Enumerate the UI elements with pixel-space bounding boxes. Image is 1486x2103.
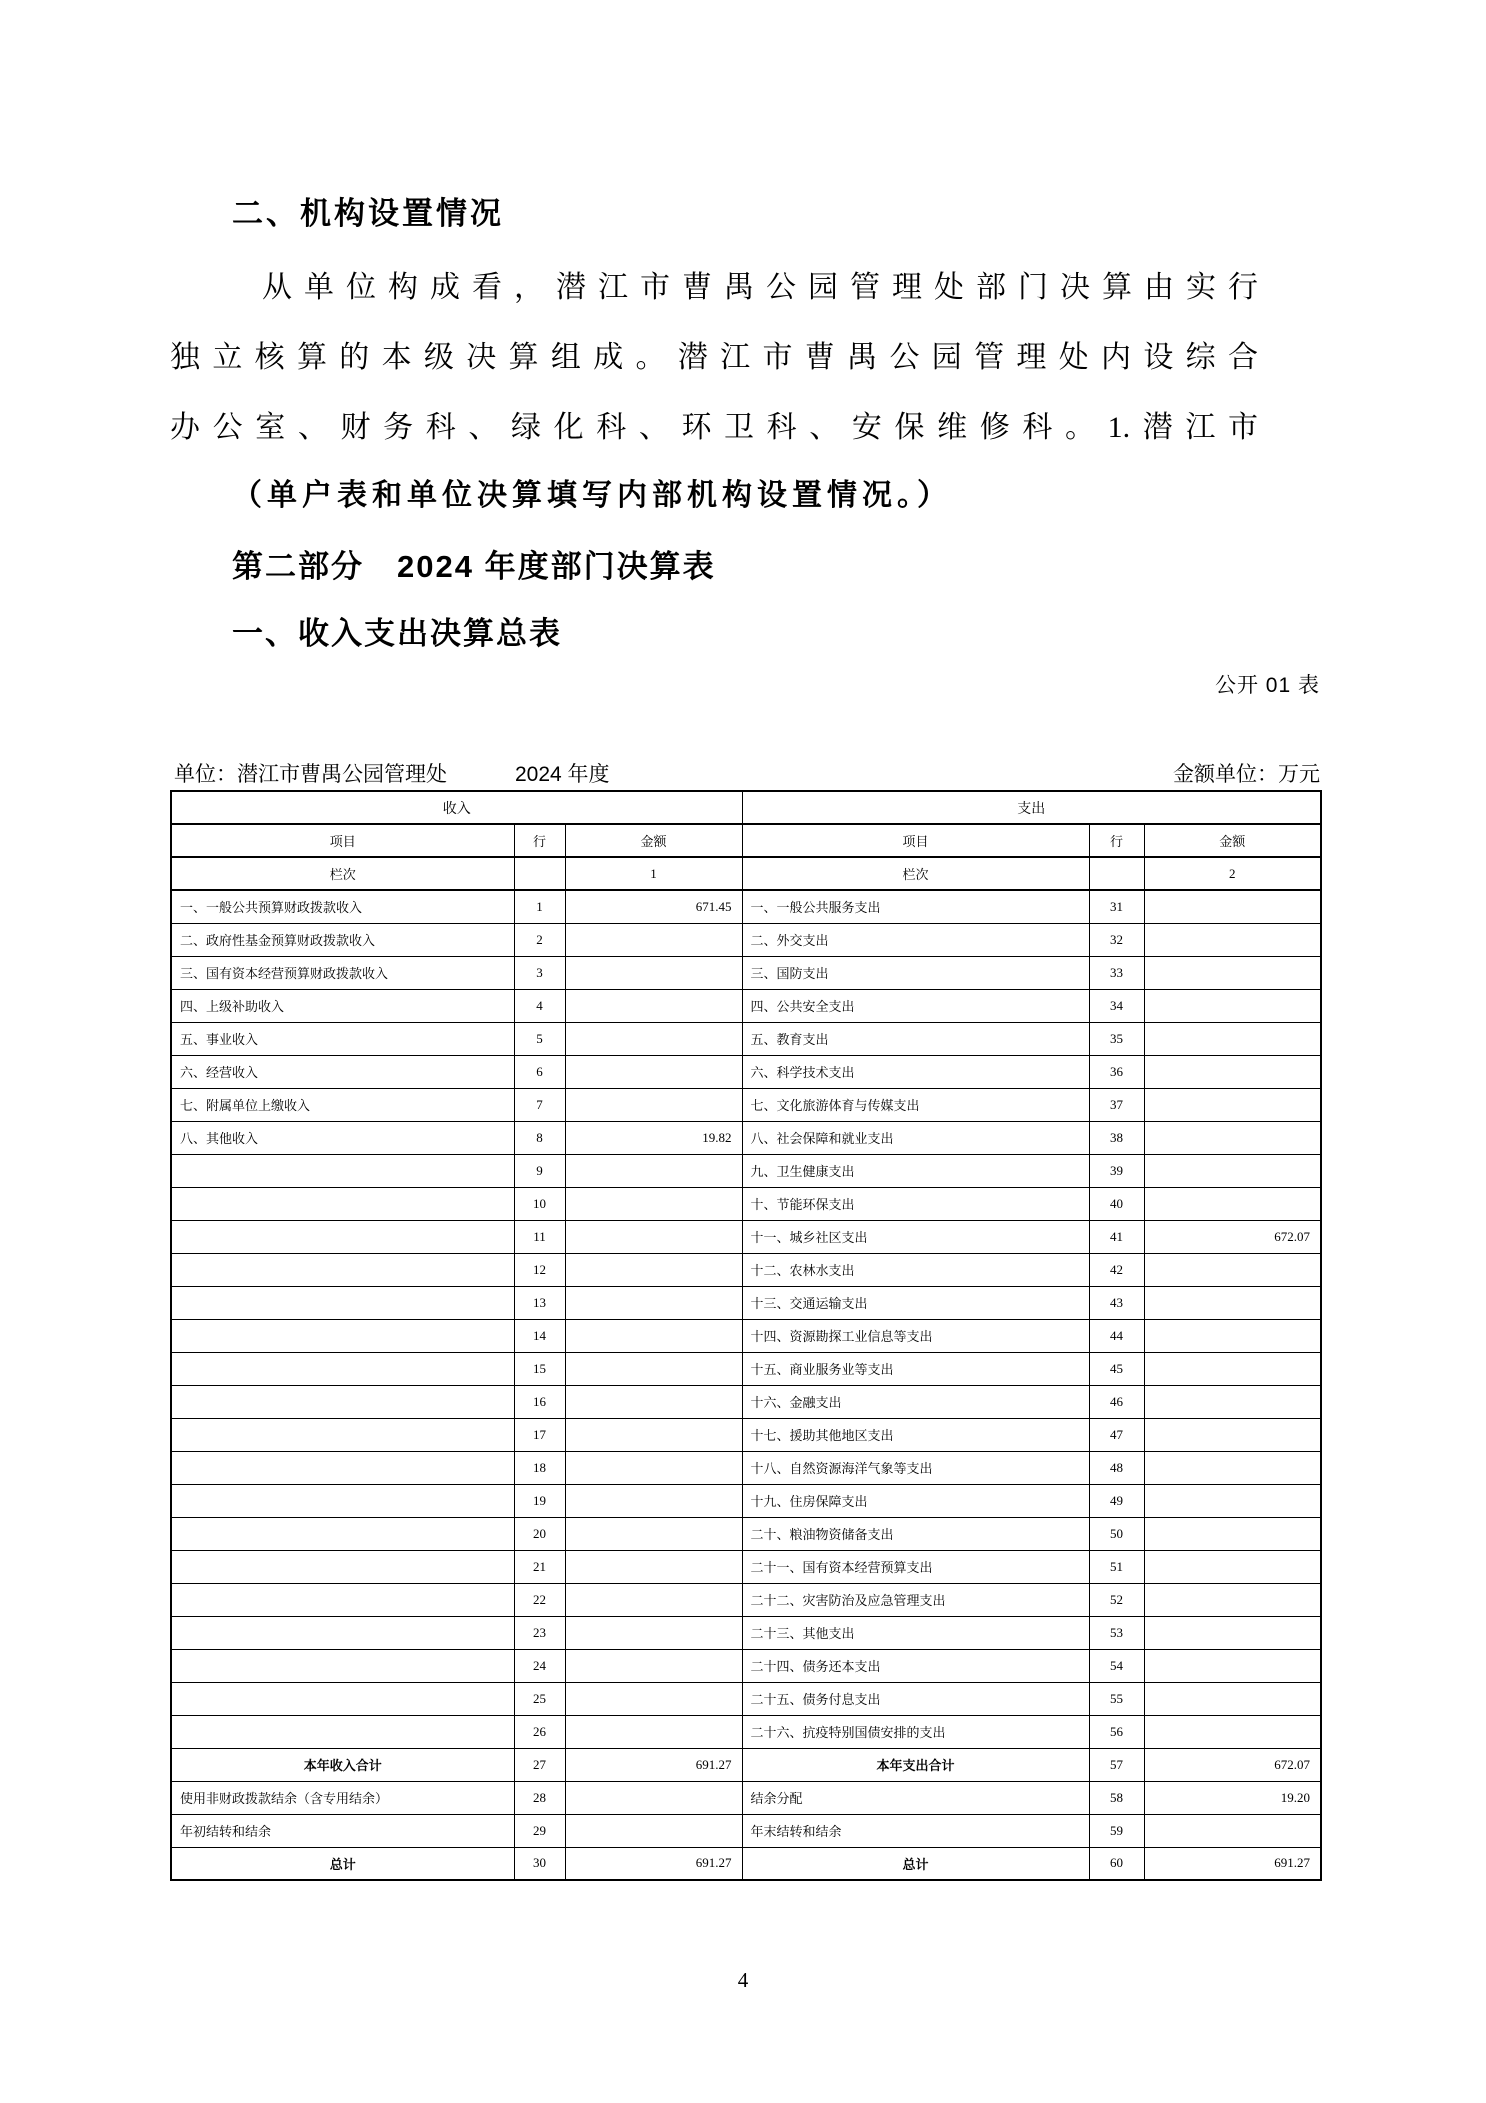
income-amount-cell	[565, 1451, 742, 1484]
expense-amount-cell	[1144, 989, 1321, 1022]
table-row	[171, 1121, 1321, 1154]
income-item-cell	[171, 1286, 514, 1319]
expense-item-cell: 十九、住房保障支出	[742, 1484, 1089, 1517]
income-rowno-cell: 20	[514, 1517, 565, 1550]
income-amount-cell	[565, 1319, 742, 1352]
expense-item-cell: 十六、金融支出	[742, 1385, 1089, 1418]
expense-item-cell: 二十五、债务付息支出	[742, 1682, 1089, 1715]
expense-group-header: 支出	[742, 791, 1321, 824]
expense-rowno-cell: 44	[1089, 1319, 1144, 1352]
income-amount-cell	[565, 1418, 742, 1451]
income-item-cell: 四、上级补助收入	[171, 989, 514, 1022]
expense-rowno-cell: 48	[1089, 1451, 1144, 1484]
income-amount-header: 金额	[565, 824, 742, 857]
expense-rowno-cell: 46	[1089, 1385, 1144, 1418]
income-rowno-cell: 13	[514, 1286, 565, 1319]
income-amount-cell	[565, 1385, 742, 1418]
expense-item-cell: 十三、交通运输支出	[742, 1286, 1089, 1319]
income-item-cell	[171, 1319, 514, 1352]
income-amount-cell	[565, 1715, 742, 1748]
income-rowno-cell: 15	[514, 1352, 565, 1385]
expense-amount-cell	[1144, 956, 1321, 989]
table-row	[171, 1418, 1321, 1451]
expense-amount-cell: 672.07	[1144, 1748, 1321, 1781]
income-rowno-cell: 29	[514, 1814, 565, 1847]
table-row	[171, 923, 1321, 956]
income-item-header: 项目	[171, 824, 514, 857]
income-rowno-cell: 25	[514, 1682, 565, 1715]
expense-amount-cell	[1144, 1814, 1321, 1847]
expense-item-cell: 十、节能环保支出	[742, 1187, 1089, 1220]
expense-item-cell: 十四、资源勘探工业信息等支出	[742, 1319, 1089, 1352]
expense-amount-cell	[1144, 1352, 1321, 1385]
expense-rowno-cell: 34	[1089, 989, 1144, 1022]
income-amount-cell	[565, 1352, 742, 1385]
expense-rowno-cell: 33	[1089, 956, 1144, 989]
income-amount-cell	[565, 956, 742, 989]
expense-rowno-cell: 57	[1089, 1748, 1144, 1781]
table-row	[171, 1187, 1321, 1220]
income-amount-cell	[565, 1154, 742, 1187]
expense-amount-cell	[1144, 1715, 1321, 1748]
income-rowno-cell: 9	[514, 1154, 565, 1187]
table-row	[171, 1517, 1321, 1550]
expense-item-cell: 十七、援助其他地区支出	[742, 1418, 1089, 1451]
expense-lane-blank	[1089, 857, 1144, 890]
income-amount-cell	[565, 1187, 742, 1220]
expense-amount-cell: 691.27	[1144, 1847, 1321, 1880]
income-item-cell: 五、事业收入	[171, 1022, 514, 1055]
expense-rowno-cell: 58	[1089, 1781, 1144, 1814]
income-item-cell: 使用非财政拨款结余（含专用结余）	[171, 1781, 514, 1814]
income-item-cell: 一、一般公共预算财政拨款收入	[171, 890, 514, 923]
income-item-cell: 三、国有资本经营预算财政拨款收入	[171, 956, 514, 989]
unit-label: 单位：潜江市曹禺公园管理处	[174, 763, 447, 786]
expense-rowno-cell: 59	[1089, 1814, 1144, 1847]
expense-amount-cell	[1144, 923, 1321, 956]
expense-rowno-cell: 45	[1089, 1352, 1144, 1385]
table-meta-row	[170, 760, 1320, 790]
expense-item-cell: 二十一、国有资本经营预算支出	[742, 1550, 1089, 1583]
expense-amount-cell	[1144, 1616, 1321, 1649]
expense-item-cell: 九、卫生健康支出	[742, 1154, 1089, 1187]
income-rowno-cell: 22	[514, 1583, 565, 1616]
income-rowno-header: 行	[514, 824, 565, 857]
expense-amount-cell	[1144, 1154, 1321, 1187]
income-rowno-cell: 17	[514, 1418, 565, 1451]
income-item-cell	[171, 1682, 514, 1715]
income-item-cell: 年初结转和结余	[171, 1814, 514, 1847]
expense-rowno-cell: 41	[1089, 1220, 1144, 1253]
income-item-cell	[171, 1418, 514, 1451]
expense-item-cell: 六、科学技术支出	[742, 1055, 1089, 1088]
income-rowno-cell: 5	[514, 1022, 565, 1055]
expense-amount-cell	[1144, 1418, 1321, 1451]
expense-item-cell: 五、教育支出	[742, 1022, 1089, 1055]
expense-amount-cell	[1144, 1319, 1321, 1352]
expense-item-cell: 十一、城乡社区支出	[742, 1220, 1089, 1253]
table-row	[171, 1253, 1321, 1286]
paragraph-line: 办公室、财务科、绿化科、环卫科、安保维修科。1.潜江市	[170, 411, 1258, 444]
expense-item-cell: 二十四、债务还本支出	[742, 1649, 1089, 1682]
expense-item-cell: 二十六、抗疫特别国债安排的支出	[742, 1715, 1089, 1748]
income-item-cell	[171, 1583, 514, 1616]
table-row	[171, 1055, 1321, 1088]
table-row	[171, 1550, 1321, 1583]
expense-item-cell: 二十、粮油物资储备支出	[742, 1517, 1089, 1550]
income-item-cell	[171, 1484, 514, 1517]
note-line: （单户表和单位决算填写内部机构设置情况。）	[232, 479, 952, 512]
income-amount-cell	[565, 1220, 742, 1253]
income-amount-cell	[565, 1781, 742, 1814]
income-rowno-cell: 27	[514, 1748, 565, 1781]
expense-amount-cell	[1144, 1121, 1321, 1154]
income-amount-cell	[565, 1484, 742, 1517]
income-rowno-cell: 8	[514, 1121, 565, 1154]
expense-rowno-cell: 35	[1089, 1022, 1144, 1055]
expense-rowno-cell: 52	[1089, 1583, 1144, 1616]
table-row	[171, 1022, 1321, 1055]
income-item-cell: 本年收入合计	[171, 1748, 514, 1781]
expense-rowno-cell: 31	[1089, 890, 1144, 923]
expense-item-cell: 十八、自然资源海洋气象等支出	[742, 1451, 1089, 1484]
expense-amount-cell	[1144, 1517, 1321, 1550]
income-rowno-cell: 7	[514, 1088, 565, 1121]
expense-rowno-cell: 42	[1089, 1253, 1144, 1286]
table-row	[171, 1682, 1321, 1715]
expense-rowno-cell: 53	[1089, 1616, 1144, 1649]
table-row	[171, 1649, 1321, 1682]
income-rowno-cell: 10	[514, 1187, 565, 1220]
expense-rowno-cell: 32	[1089, 923, 1144, 956]
expense-item-cell: 十二、农林水支出	[742, 1253, 1089, 1286]
table-row	[171, 1088, 1321, 1121]
expense-item-cell: 总计	[742, 1847, 1089, 1880]
income-amount-cell: 691.27	[565, 1847, 742, 1880]
expense-amount-cell	[1144, 1055, 1321, 1088]
table-row	[171, 1484, 1321, 1517]
table-row	[171, 1847, 1321, 1880]
income-item-cell	[171, 1385, 514, 1418]
table-row	[171, 989, 1321, 1022]
income-item-cell: 八、其他收入	[171, 1121, 514, 1154]
income-item-cell	[171, 1715, 514, 1748]
income-item-cell	[171, 1154, 514, 1187]
income-rowno-cell: 12	[514, 1253, 565, 1286]
expense-amount-header: 金额	[1144, 824, 1321, 857]
income-amount-cell	[565, 1286, 742, 1319]
table-row	[171, 1583, 1321, 1616]
expense-amount-cell	[1144, 1187, 1321, 1220]
income-rowno-cell: 14	[514, 1319, 565, 1352]
expense-rowno-cell: 37	[1089, 1088, 1144, 1121]
income-item-cell: 二、政府性基金预算财政拨款收入	[171, 923, 514, 956]
expense-rowno-cell: 51	[1089, 1550, 1144, 1583]
income-item-cell	[171, 1616, 514, 1649]
income-item-cell	[171, 1253, 514, 1286]
expense-rowno-cell: 56	[1089, 1715, 1144, 1748]
income-item-cell: 七、附属单位上缴收入	[171, 1088, 514, 1121]
income-rowno-cell: 26	[514, 1715, 565, 1748]
expense-item-cell: 八、社会保障和就业支出	[742, 1121, 1089, 1154]
income-amount-cell	[565, 1055, 742, 1088]
expense-rowno-cell: 43	[1089, 1286, 1144, 1319]
income-rowno-cell: 30	[514, 1847, 565, 1880]
table-row	[171, 1451, 1321, 1484]
table-row	[171, 1154, 1321, 1187]
income-item-cell	[171, 1220, 514, 1253]
table-row	[171, 1319, 1321, 1352]
table-row	[171, 1385, 1321, 1418]
income-rowno-cell: 24	[514, 1649, 565, 1682]
expense-rowno-cell: 54	[1089, 1649, 1144, 1682]
income-amount-cell: 19.82	[565, 1121, 742, 1154]
expense-lane-index: 2	[1144, 857, 1321, 890]
income-rowno-cell: 3	[514, 956, 565, 989]
income-amount-cell	[565, 1517, 742, 1550]
income-rowno-cell: 18	[514, 1451, 565, 1484]
income-rowno-cell: 6	[514, 1055, 565, 1088]
income-item-cell: 六、经营收入	[171, 1055, 514, 1088]
table-row	[171, 890, 1321, 923]
expense-item-header: 项目	[742, 824, 1089, 857]
expense-amount-cell	[1144, 1286, 1321, 1319]
income-lane-index: 1	[565, 857, 742, 890]
income-rowno-cell: 4	[514, 989, 565, 1022]
expense-rowno-cell: 39	[1089, 1154, 1144, 1187]
income-rowno-cell: 28	[514, 1781, 565, 1814]
income-amount-cell	[565, 1682, 742, 1715]
expense-item-cell: 四、公共安全支出	[742, 989, 1089, 1022]
amount-unit-label: 金额单位：万元	[1173, 763, 1320, 786]
income-lane-label: 栏次	[171, 857, 514, 890]
table-body	[171, 890, 1321, 1880]
expense-amount-cell	[1144, 1583, 1321, 1616]
expense-amount-cell	[1144, 1649, 1321, 1682]
table-row	[171, 1814, 1321, 1847]
body-paragraph	[170, 253, 1258, 463]
lane-index-row	[171, 857, 1321, 890]
expense-rowno-cell: 49	[1089, 1484, 1144, 1517]
income-rowno-cell: 21	[514, 1550, 565, 1583]
expense-rowno-cell: 55	[1089, 1682, 1144, 1715]
table-row	[171, 1286, 1321, 1319]
income-amount-cell: 671.45	[565, 890, 742, 923]
income-item-cell	[171, 1649, 514, 1682]
period-label: 2024 年度	[515, 763, 610, 786]
expense-item-cell: 二十三、其他支出	[742, 1616, 1089, 1649]
income-item-cell: 总计	[171, 1847, 514, 1880]
income-amount-cell	[565, 1814, 742, 1847]
expense-item-cell: 二、外交支出	[742, 923, 1089, 956]
income-rowno-cell: 23	[514, 1616, 565, 1649]
expense-item-cell: 一、一般公共服务支出	[742, 890, 1089, 923]
paragraph-line: 独立核算的本级决算组成。潜江市曹禺公园管理处内设综合	[170, 341, 1258, 374]
expense-item-cell: 七、文化旅游体育与传媒支出	[742, 1088, 1089, 1121]
expense-amount-cell: 672.07	[1144, 1220, 1321, 1253]
expense-rowno-cell: 40	[1089, 1187, 1144, 1220]
table-row	[171, 956, 1321, 989]
income-expense-table	[170, 790, 1322, 1881]
expense-item-cell: 年末结转和结余	[742, 1814, 1089, 1847]
expense-item-cell: 结余分配	[742, 1781, 1089, 1814]
table-row	[171, 1781, 1321, 1814]
column-header-row	[171, 824, 1321, 857]
expense-amount-cell	[1144, 1385, 1321, 1418]
expense-lane-label: 栏次	[742, 857, 1089, 890]
part-heading: 第二部分 2024 年度部门决算表	[232, 549, 716, 584]
table-row	[171, 1220, 1321, 1253]
income-amount-cell	[565, 1253, 742, 1286]
income-amount-cell	[565, 1649, 742, 1682]
expense-rowno-header: 行	[1089, 824, 1144, 857]
expense-amount-cell	[1144, 1022, 1321, 1055]
page-content	[170, 0, 1320, 1881]
expense-item-cell: 三、国防支出	[742, 956, 1089, 989]
income-rowno-cell: 1	[514, 890, 565, 923]
expense-amount-cell	[1144, 1484, 1321, 1517]
expense-rowno-cell: 50	[1089, 1517, 1144, 1550]
section-heading: 二、机构设置情况	[232, 196, 504, 231]
income-amount-cell	[565, 1583, 742, 1616]
table-code-label: 公开 01 表	[1214, 674, 1320, 697]
expense-amount-cell	[1144, 1682, 1321, 1715]
expense-amount-cell	[1144, 890, 1321, 923]
expense-amount-cell	[1144, 1550, 1321, 1583]
income-item-cell	[171, 1451, 514, 1484]
income-rowno-cell: 16	[514, 1385, 565, 1418]
income-item-cell	[171, 1187, 514, 1220]
income-amount-cell: 691.27	[565, 1748, 742, 1781]
income-rowno-cell: 2	[514, 923, 565, 956]
expense-item-cell: 十五、商业服务业等支出	[742, 1352, 1089, 1385]
expense-amount-cell	[1144, 1451, 1321, 1484]
expense-amount-cell	[1144, 1088, 1321, 1121]
page-number: 4	[737, 1968, 749, 1992]
table-row	[171, 1352, 1321, 1385]
expense-rowno-cell: 60	[1089, 1847, 1144, 1880]
expense-item-cell: 二十二、灾害防治及应急管理支出	[742, 1583, 1089, 1616]
income-amount-cell	[565, 1022, 742, 1055]
expense-rowno-cell: 36	[1089, 1055, 1144, 1088]
income-rowno-cell: 11	[514, 1220, 565, 1253]
income-group-header: 收入	[171, 791, 742, 824]
table-row	[171, 1616, 1321, 1649]
income-amount-cell	[565, 1550, 742, 1583]
income-amount-cell	[565, 1088, 742, 1121]
expense-amount-cell: 19.20	[1144, 1781, 1321, 1814]
group-header-row	[171, 791, 1321, 824]
income-amount-cell	[565, 1616, 742, 1649]
table-row	[171, 1715, 1321, 1748]
subsection-heading: 一、收入支出决算总表	[232, 616, 562, 651]
table-row	[171, 1748, 1321, 1781]
income-item-cell	[171, 1550, 514, 1583]
income-rowno-cell: 19	[514, 1484, 565, 1517]
income-amount-cell	[565, 989, 742, 1022]
income-item-cell	[171, 1352, 514, 1385]
income-item-cell	[171, 1517, 514, 1550]
expense-amount-cell	[1144, 1253, 1321, 1286]
expense-item-cell: 本年支出合计	[742, 1748, 1089, 1781]
income-amount-cell	[565, 923, 742, 956]
income-lane-blank	[514, 857, 565, 890]
expense-rowno-cell: 38	[1089, 1121, 1144, 1154]
paragraph-line: 从单位构成看，潜江市曹禺公园管理处部门决算由实行	[262, 271, 1258, 304]
expense-rowno-cell: 47	[1089, 1418, 1144, 1451]
